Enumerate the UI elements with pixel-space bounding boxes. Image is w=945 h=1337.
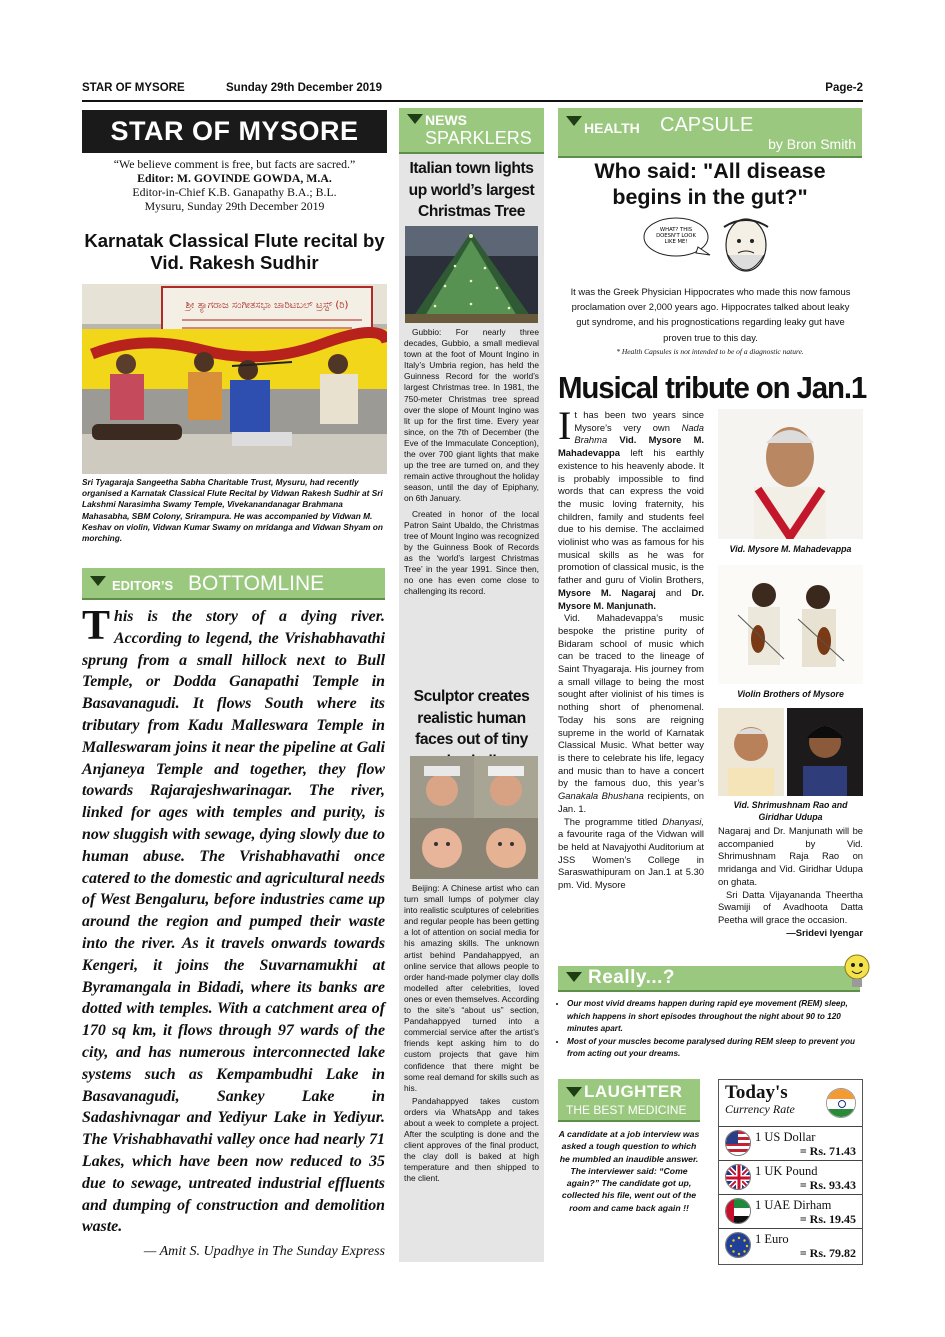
news-sparklers-header <box>399 108 544 154</box>
bottomline-label: BOTTOMLINE <box>188 572 325 595</box>
tribute-text: a favourite raga of the Vidwan will be held at Navajyothi Auditorium at JSS Women’s College in Saraswathipuram on Jan.1 at 5.30 pm. Vid. Mysore <box>558 828 704 891</box>
masthead-quote: “We believe comment is free, but facts are sacred.” <box>113 157 356 171</box>
best-medicine-label: THE BEST MEDICINE <box>566 1103 687 1117</box>
tribute-text: t has been two years since Mysore’s very own <box>574 409 704 433</box>
triangle-bullet-icon <box>566 116 582 126</box>
currency-subtitle: Currency Rate <box>725 1102 795 1116</box>
masthead-info <box>82 157 387 213</box>
tribute-text: recipients, on Jan. 1. <box>558 790 704 814</box>
clay-sculptor-paragraph-1: Beijing: A Chinese artist who can turn small lumps of polymer clay into realistic sculptures of celebrities and regular people has been getting a lot of attention on social media for his amazing skills. The unknown artist behind Pandahappyed, an online service that allows people to order hand-made polymer clay dolls modelled after celebrities, loved ones or even themselves. According to the site’s “about us” section, Pandahappyed turned into a commercial service after the artist’s friends kept asking him to do custom projects that gave him confidence that there might be some real demand for skills such as his. <box>404 883 539 1093</box>
really-fact: • Most of your muscles become paralysed during REM sleep to prevent you from acting out your dreams. <box>567 1036 863 1061</box>
news-label: NEWS <box>425 112 467 128</box>
uk-flag-icon <box>725 1164 751 1190</box>
laughter-joke: A candidate at a job interview was asked a tough question to which he mumbled an inaudible answer. The interviewer said: “Come again?” The candidate got up, collected his file, went out of the room and came back again !! <box>558 1129 700 1213</box>
story-headline-clay-sculptor: Sculptor creates realistic human faces out of tiny <box>413 688 530 748</box>
hippocrates-cartoon <box>638 215 788 280</box>
tribute-text <box>607 434 619 445</box>
masthead-editor-in-chief: Editor-in-Chief K.B. Ganapathy B.A.; B.L. <box>132 185 337 199</box>
caption-rao-udupa: Vid. Shrimushnam Rao and Giridhar Udupa <box>733 800 848 822</box>
health-byline: by Bron Smith <box>768 136 856 152</box>
musical-tribute-continued <box>718 825 863 939</box>
christmas-tree-photo <box>405 226 538 323</box>
india-flag-icon <box>826 1088 856 1118</box>
currency-name: 1 Euro <box>755 1232 789 1246</box>
tribute-credit: —Sridevi Iyengar <box>786 926 863 938</box>
header-page-number: Page-2 <box>825 82 863 94</box>
tribute-text: Vid. Mahadevappa’s music bespoke the pristine purity of Bidaram school of music which can be traced to the lineage of Saint Thyagaraja. His journey from a small village to being the most sought after violinist of his times is nothing short of phenomenal. Today his sons are reigning supreme in the world of Karnatak Classical Music. What better way is there to celebrate his life, legacy and music than to have a concert by the famous duo, this year’s <box>558 612 704 789</box>
tribute-text: Dhanyasi, <box>662 815 704 827</box>
really-header <box>558 966 860 992</box>
svg-text:WHAT? THISDOESN'T LOOKLIKE ME!: WHAT? THIS DOESN'T LOOK LIKE ME! <box>656 227 696 245</box>
triangle-bullet-icon <box>407 114 423 124</box>
editorial-body <box>82 603 385 1238</box>
clay-faces-photo <box>410 756 538 879</box>
editors-bottomline-header <box>82 568 385 600</box>
header-date: Sunday 29th December 2019 <box>226 82 382 94</box>
currency-value: = Rs. 79.82 <box>799 1246 856 1260</box>
tribute-text: and <box>655 586 692 598</box>
mahadevappa-photo <box>718 409 863 539</box>
currency-name: 1 UAE Dirham <box>755 1198 832 1212</box>
tribute-text: Ganakala Bhushana <box>558 790 644 802</box>
christmas-tree-paragraph-2: Created in honor of the local Patron Saint Ubaldo, the Christmas tree of Mount Ingino was recognized by the Guinness Book of Records as the ‘world’s largest Christmas Tree’ in the year 1991. Since then, no one has even come close to challenging its record. <box>404 508 540 597</box>
flute-caption: Sri Tyagaraja Sangeetha Sabha Charitable Trust, Mysuru, had recently organised a Karnatak Classical Flute Recital by Vidwan Rakesh Sudhir at Sri Lakshmi Narasimha Swamy Temple, Vivekanandanagar Brahmana Mahasabha, SBM Colony, Srirampura. He was accompanied by Vidwan M. Keshav on violin, Vidwan Kumar Swamy on mridanga and Vidwan Shyam on morching. <box>82 477 383 544</box>
currency-row-aed <box>719 1194 862 1228</box>
editorial-text: his is the story of a dying river. According to legend, the Vrishabhavathi sprung from a small hillock next to Bull Temple, or Dodda Ganapathi Temple in Basavanagudi. It flows South where its tributary from Kadu Malleswara Temple in Malleswaram joins it near the pipeline at Gali Anjaneya Temple and together, they flow towards Rajarajeshwarinagar. The river, linked for ages with temples and purity, is now sluggish with sewage, dying slowly due to human abuse. The Vrishabhavathi once catered to the domestic and agricultural needs of West Bengaluru, before industries came up around the region and pumped their waste into the river. As it travels onwards towards Kengeri, it joins the Suvarnamukhi at Byramangala in Bidadi, where its banks are dotted with temples. With a catchment area of 170 sq km, it flows through 97 wards of the city, and has numerous interconnected lake systems such as Kempambudhi Lake in Basavanagudi, Sankey Lake in Sadashivnagar and Yediyur Lake in Yediyur. The Vrishabhavathi valley once had nearly 71 Lakes, which have been now reduced to 35 due to sewage, untreated industrial effluents and dumping of construction and demolition waste. <box>82 608 385 1236</box>
laughter-header <box>558 1079 700 1122</box>
currency-name: 1 UK Pound <box>755 1164 818 1178</box>
masthead-dateline: Mysuru, Sunday 29th December 2019 <box>144 199 325 213</box>
shrimushnam-rao-photo <box>718 708 784 796</box>
health-capsule-body: It was the Greek Physician Hippocrates who made this now famous proclamation over 2,000 years ago. Hippocrates talked about leaky gut syndrome, and his prognostications regarding leaky gut have proven true to this day. <box>570 286 851 343</box>
tribute-text: Vid. Mysore M. Mahadevappa <box>558 434 704 459</box>
tribute-text: Dr. Mysore M. Manjunath. <box>558 586 704 611</box>
story-body-clay-sculptor <box>404 883 539 1185</box>
eu-flag-icon <box>725 1232 751 1258</box>
currency-row-usd <box>719 1126 862 1160</box>
clay-sculptor-paragraph-2: Pandahappyed takes custom orders via WhatsApp and takes about a week to complete a project. After the sculpting is done and the client approves of the final product, the clay doll is baked at high temperature and then shipped to the client. <box>404 1095 539 1184</box>
tribute-text: Mysore M. Nagaraj <box>558 586 656 598</box>
us-flag-icon <box>725 1130 751 1156</box>
health-capsule-disclaimer: * Health Capsules is not intended to be of a diagnostic nature. <box>616 347 804 356</box>
sparklers-label: SPARKLERS <box>425 128 532 148</box>
editors-label: EDITOR’S <box>112 578 174 593</box>
musical-tribute-headline: Musical tribute on Jan.1 <box>558 370 867 405</box>
caption-violin-brothers: Violin Brothers of Mysore <box>737 689 844 699</box>
capsule-label: CAPSULE <box>660 114 754 136</box>
health-capsule-header <box>558 108 862 158</box>
story-body-christmas-tree <box>404 327 539 597</box>
story-headline-christmas-tree: Italian town lights up world’s largest Christmas Tree <box>408 160 535 220</box>
masthead-title: STAR OF MYSORE <box>82 110 387 153</box>
editorial-dropcap: T <box>82 603 111 649</box>
violin-brothers-photo <box>718 565 863 684</box>
really-label: Really...? <box>588 967 676 988</box>
masthead-editor: Editor: M. GOVINDE GOWDA, M.A. <box>137 171 332 185</box>
tribute-dropcap: I <box>558 403 572 448</box>
caption-mahadevappa: Vid. Mysore M. Mahadevappa <box>729 544 852 554</box>
currency-row-gbp <box>719 1160 862 1194</box>
currency-value: = Rs. 93.43 <box>799 1178 856 1192</box>
currency-name: 1 US Dollar <box>755 1130 816 1144</box>
health-label: HEALTH <box>584 120 640 136</box>
lightbulb-icon <box>842 952 872 992</box>
triangle-bullet-icon <box>566 972 582 982</box>
tribute-accompaniment: Nagaraj and Dr. Manjunath will be accompanied by Vid. Shrimushnam Raja Rao on mridanga and Vid. Giridhar Udupa on ghata. <box>718 825 863 887</box>
currency-rate-box <box>718 1079 863 1265</box>
currency-title: Today's <box>725 1082 788 1103</box>
header-paper-name: STAR OF MYSORE <box>82 82 185 94</box>
musical-tribute-body <box>558 403 704 892</box>
giridhar-udupa-photo <box>787 708 863 796</box>
really-facts-list <box>558 998 863 1061</box>
flute-recital-photo <box>82 284 387 474</box>
currency-value: = Rs. 71.43 <box>799 1144 856 1158</box>
health-capsule-headline: Who said: "All disease begins in the gut?" <box>594 159 826 209</box>
triangle-bullet-icon <box>90 576 106 586</box>
uae-flag-icon <box>725 1198 751 1224</box>
tribute-swamiji: Sri Datta Vijayananda Theertha Swamiji of Avadhoota Datta Peetha will grace the occasion. <box>718 888 863 925</box>
currency-value: = Rs. 19.45 <box>799 1212 856 1226</box>
really-fact: • Our most vivid dreams happen during rapid eye movement (REM) sleep, which happens in short episodes throughout the night about 90 to 120 minutes apart. <box>567 998 863 1036</box>
currency-row-eur <box>719 1228 862 1262</box>
page-header-strip <box>82 80 863 102</box>
triangle-bullet-icon <box>566 1087 582 1097</box>
tribute-text: Nada Brahma <box>574 421 704 446</box>
banner-text: ಶ್ರೀ ತ್ಯಾಗರಾಜ ಸಂಗೀತಸಭಾ ಚಾರಿಟಬಲ್ ಟ್ರಸ್ಟ್ (ರಿ) <box>185 300 349 311</box>
tribute-text: left his earthly existence to his heavenly abode. It is probably impossible to find words that can express the void the music loving fraternity, his children, family and students feel due to his demise. The acclaimed violinist who was as famous for his musical skills as he was for promotion of classical music, is the father and guru of Violin Brothers, <box>558 447 704 586</box>
tribute-text: The programme titled <box>564 815 663 827</box>
christmas-tree-paragraph-1: Gubbio: For nearly three decades, Gubbio, a small medieval town at the foot of Mount Ingino in Italy’s Umbria region, has held the Guinness Record for the world’s largest Christmas tree. In 1981, the 750-meter Christmas tree spread over the slope of Mount Ingino was lit up for the first time. Every year since, on the 7th of December (the Eve of the Immaculate Conception), the over 700 giant lights that make up the tree are turned on, and they remain active throughout the holiday season, until the day of Epiphany, on 6th January. <box>404 327 540 504</box>
editorial-credit: — Amit S. Upadhye in The Sunday Express <box>143 1244 385 1259</box>
flute-headline: Karnatak Classical Flute recital by Vid. Rakesh Sudhir <box>84 230 385 273</box>
laughter-label: LAUGHTER <box>584 1082 683 1101</box>
